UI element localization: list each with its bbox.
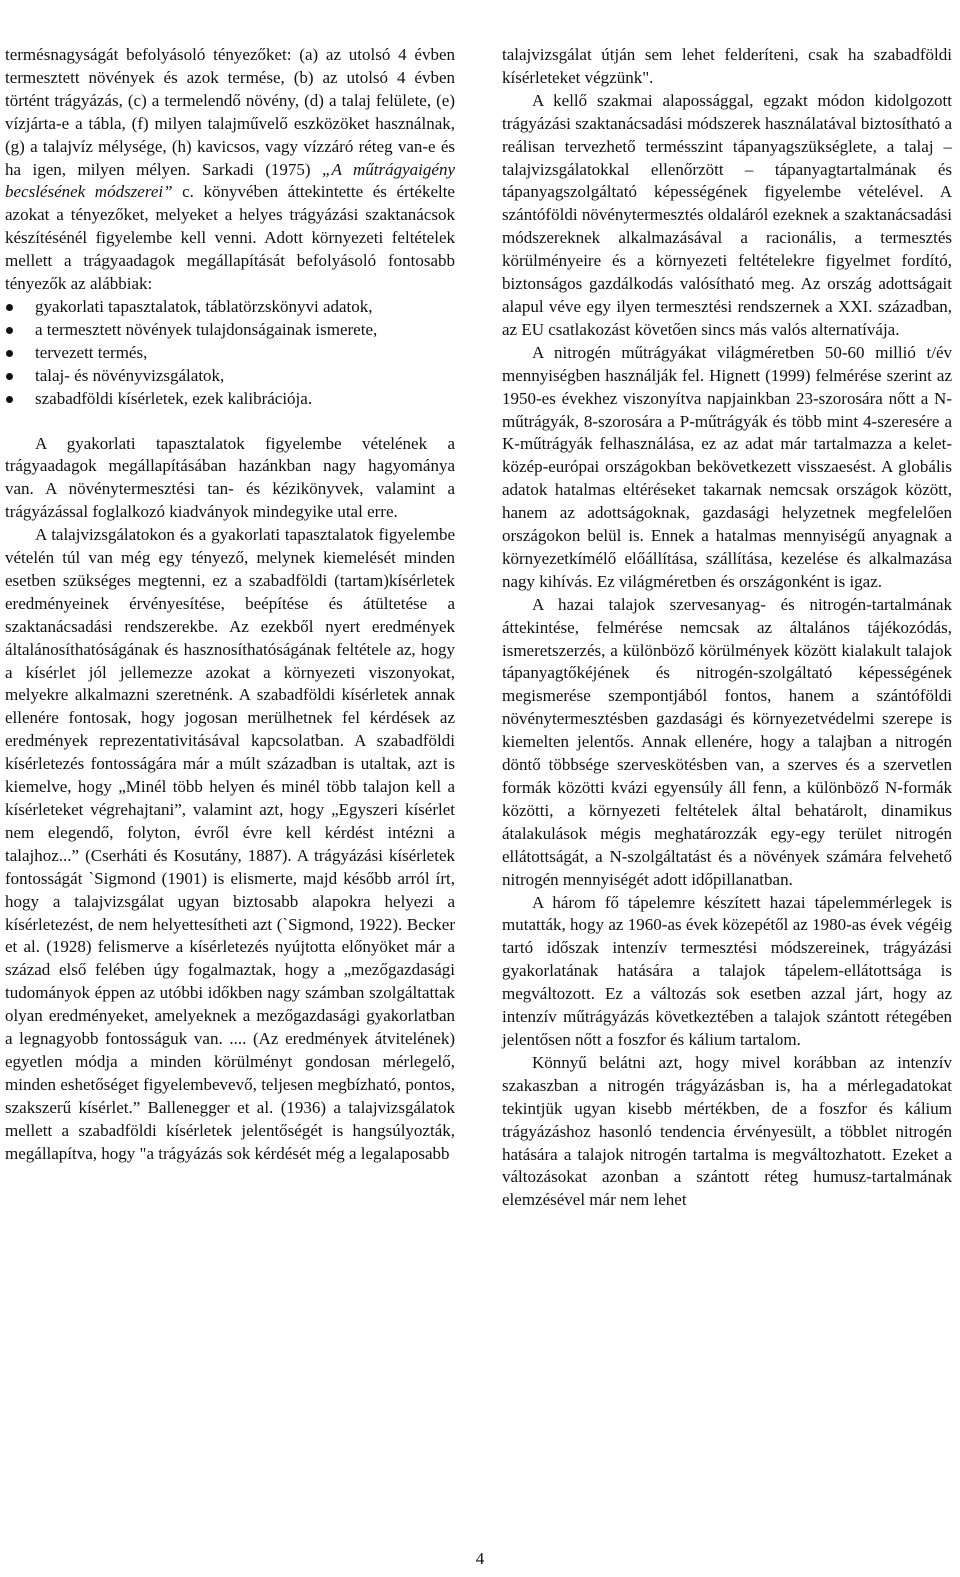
right-paragraph-4: A hazai talajok szervesanyag- és nitrogén-tartalmának áttekintése, felmérése nemcsak az általános tájékozódás, ismeretszerzés, a különböző körülmények között kialakult talajok tápanyagtőkéjének és nitrogén-szolgáltató képességének megismerése szempontjából fontos, hanem a szántóföldi növénytermesztésben gazdasági és környezetvédelmi szerepe is kiemelten jelentős. Annak ellenére, hogy a talajban a nitrogén döntő többsége szerveskötésben van, a szerves és a szervetlen formák közötti kvázi egyensúly áll fenn, a különböző N-formák közötti, a környezeti feltételek által behatárolt, dinamikus átalakulások mégis meghatározzák egy-egy terület nitrogén ellátottságát, a N-szolgáltatást és a növények számára felvehető nitrogén mennyiségét adott időpillanatban.	[502, 594, 952, 889]
left-paragraph-1-text-b: c. könyvében áttekintette és értékelte azokat a tényezőket, melyeket a helyes trágyázási szaktanácsok készítésénél figyelembe kell venni. Adott környezeti feltételek mellett a trágyaadagok megállapítását befolyásoló fontosabb tényezők az alábbiak:	[5, 182, 455, 294]
right-paragraph-5: A három fő tápelemre készített hazai tápelemmérlegek is mutatták, hogy az 1960-as évek közepétől az 1980-as évek végéig tartó időszak intenzív termesztési módszereinek, trágyázási gyakorlatának hatására a talajok tápelem-ellátottsága is megváltozott. Ez a változás sok esetben azzal járt, hogy az intenzív műtrágyázás következtében a talajok szántott rétegében jelentősen nőtt a foszfor és kálium tartalom.	[502, 892, 952, 1049]
book-title: „A műtrágyaigény becslésének módszerei”	[5, 159, 455, 202]
list-item: talaj- és növényvizsgálatok,	[5, 365, 455, 388]
left-paragraph-2: A gyakorlati tapasztalatok figyelembe vételének a trágyaadagok megállapításában hazánkban nagy hagyománya van. A növénytermesztési tan- és kézikönyvek, valamint a trágyázással foglalkozó kiadványok mindegyike utal erre.	[5, 433, 455, 522]
left-paragraph-1-text-a: termésnagyságát befolyásoló tényezőket: (a) az utolsó 4 évben termesztett növények és azok termése, (b) az utolsó 4 évben történt trágyázás, (c) a termelendő növény, (d) a talaj felülete, (e) vízjárta-e a tábla, (f) milyen talajművelő eszközöket használnak, (g) a talajvíz mélysége, (h) kavicsos, vagy vízzáró réteg van-e és ha igen, milyen mélyen. Sarkadi (1975)	[5, 45, 455, 179]
list-item: tervezett termés,	[5, 342, 455, 365]
right-column	[502, 44, 952, 1212]
left-paragraph-3: A talajvizsgálatokon és a gyakorlati tapasztalatok figyelembe vételén túl van még egy tényező, melynek kiemelését minden esetben szükséges megtenni, ez a szabadföldi (tartam)kísérletek eredményeinek érvényesítése, beépítése és átültetése a szaktanácsadási rendszerekbe. Az ezekből nyert eredmények általánosíthatóságának és hasznosíthatóságának feltétele az, hogy a kísérlet jól jellemezze azokat a környezeti viszonyokat, melyekre alkalmazni szeretnénk. A szabadföldi kísérletek annak ellenére fontosak, hogy jogosan merülhetnek fel kérdések az eredmények reprezentativitásával kapcsolatban. A szabadföldi kísérletezés fontosságára már a múlt században is utaltak, azt is kiemelve, hogy „Minél több helyen és minél több talajon kell a kísérleteket végrehajtani”, valamint azt, hogy „Egyszeri kísérlet nem elegendő, folyton, évről évre kell kérdést intézni a talajhoz...” (Cserháti és Kosutány, 1887). A trágyázási kísérletek fontosságát `Sigmond (1901) is elismerte, majd később arról írt, hogy a talajvizsgálat ugyan biztosabb alapokra helyezi a kísérletezést, de nem helyettesítheti azt (`Sigmond, 1922). Becker et al. (1928) felismerve a kísérletezés nyújtotta előnyöket már a század első felében úgy fogalmaztak, hogy a „mezőgazdasági tudományok éppen az utóbbi időkben nagy számban szolgáltattak olyan eredményeket, amelyeknek a mezőgazdasági gyakorlatban a legnagyobb fontosságuk van. .... (Az eredmények átvitelének) egyetlen módja a minden körülményt gondosan mérlegelő, minden eshetőséget figyelembevevő, teljesen megbízható, pontos, szakszerű kísérlet.” Ballenegger et al. (1936) a talajvizsgálatok mellett a szabadföldi kísérletek jelentőségét is hangsúlyozták, megállapítva, hogy "a trágyázás sok kérdését még a legalaposabb	[5, 525, 455, 1163]
bullet-icon	[6, 373, 13, 380]
right-paragraph-1: talajvizsgálat útján sem lehet felderíteni, csak ha szabadföldi kísérleteket végzünk".	[502, 45, 952, 87]
list-item: a termesztett növények tulajdonságainak ismerete,	[5, 319, 455, 342]
page-number: 4	[475, 1549, 485, 1568]
left-column	[5, 44, 455, 1166]
right-paragraph-2: A kellő szakmai alapossággal, egzakt módon kidolgozott trágyázási szaktanácsadási módszerek használatával biztosítható a reálisan tervezhető termésszint tápanyagszükséglete, a talaj – talajvizsgálatokkal ellenőrzött – tápanyagtartalmának és tápanyagszolgáltató képességének figyelembe vételével. A szántóföldi növénytermesztés oldaláról ezeknek a szaktanácsadási módszereknek alkalmazásával a racionális, a termesztés körülményeire és a környezeti feltételekre figyelmet fordító, biztonságos gazdálkodás valósítható meg. Az ország adottságait alapul véve egy ilyen termesztési rendszernek a XXI. században, az EU csatlakozást követően sincs más valós alternatívája.	[502, 90, 952, 339]
bullet-icon	[6, 350, 13, 357]
bullet-icon	[6, 396, 13, 403]
bullet-icon	[6, 327, 13, 334]
bullet-icon	[6, 304, 13, 311]
right-paragraph-3: A nitrogén műtrágyákat világméretben 50-60 millió t/év mennyiségben használják fel. Hignett (1999) felmérése szerint az 1950-es évekhez viszonyítva napjainkban 23-szorosára nőtt a N-műtrágyák, 8-szorosára a P-műtrágyák és több mint 4-szeresére a K-műtrágyák felhasználása, ez az adat már tartalmazza a kelet-közép-európai országokban bekövetkezett visszaesést. A globális adatok hatalmas eltéréseket takarnak nemcsak országok között, hanem az adottságoknak, gazdasági helyzetnek megfelelően országokon belül is. Ennek a hatalmas mennyiségű anyagnak a környezetkímélő előállítása, szállítása, kezelése és alkalmazása nagy kihívás. Ez világméretben és országonként is igaz.	[502, 342, 952, 591]
list-item: szabadföldi kísérletek, ezek kalibrációja.	[5, 388, 455, 411]
right-paragraph-6: Könnyű belátni azt, hogy mivel korábban az intenzív szakaszban a nitrogén trágyázásban is, ha a mérlegadatokat tekintjük ugyan kisebb mértékben, de a foszfor és kálium trágyázáshoz hasonló tendencia érvényesült, a többlet nitrogén hatására a talajok nitrogén tartalma is megváltozhatott. Ezeket a változásokat azonban a szántott réteg humusz-tartalmának elemzésével már nem lehet	[502, 1052, 952, 1210]
left-paragraph-1	[5, 44, 455, 296]
factor-list	[5, 296, 455, 411]
list-item: gyakorlati tapasztalatok, táblatörzskönyvi adatok,	[5, 296, 455, 319]
